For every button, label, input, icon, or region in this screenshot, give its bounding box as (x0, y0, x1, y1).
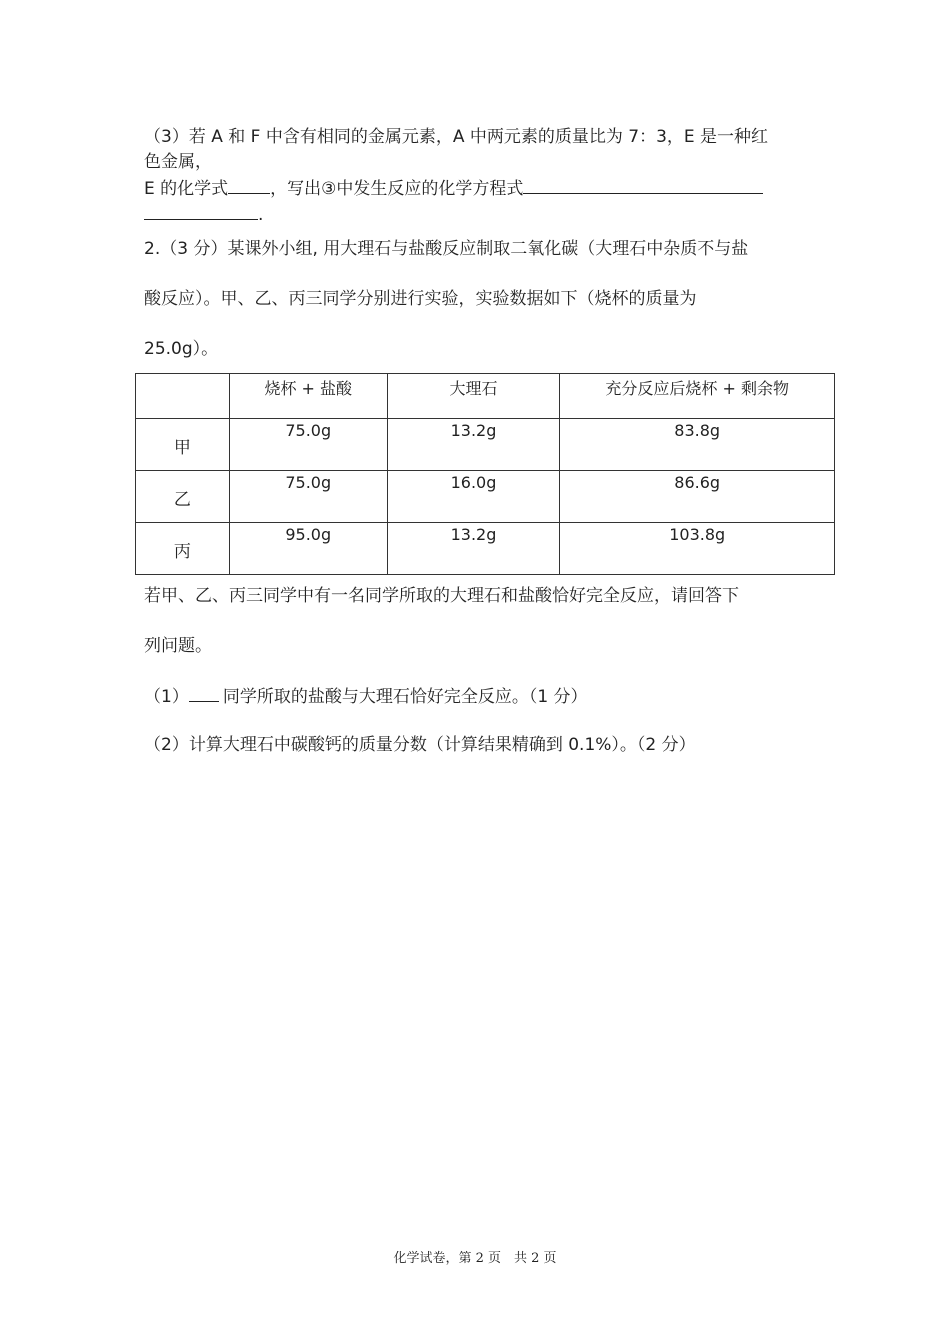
after-line-2: 列问题。 (144, 636, 212, 656)
student-name: 丙 (136, 523, 230, 575)
table-cell: 16.0g (387, 471, 560, 523)
header-after-reaction: 充分反应后烧杯 + 剩余物 (560, 374, 835, 419)
equation-blank[interactable] (523, 176, 763, 194)
student-name: 乙 (136, 471, 230, 523)
student-name: 甲 (136, 419, 230, 471)
table-cell: 103.8g (560, 523, 835, 575)
page-footer: 化学试卷，第 2 页 共 2 页 (393, 1251, 557, 1266)
q3-line-3 (144, 176, 763, 200)
q3-formula-label: E 的化学式 (144, 179, 229, 199)
table-row (136, 419, 835, 471)
table-cell: 75.0g (229, 419, 387, 471)
problem2-line-2: 酸反应）。甲、乙、丙三同学分别进行实验，实验数据如下（烧杯的质量为 (144, 289, 697, 309)
sub-question-2: （2）计算大理石中碳酸钙的质量分数（计算结果精确到 0.1%）。（2 分） (144, 735, 696, 755)
after-line-1: 若甲、乙、丙三同学中有一名同学所取的大理石和盐酸恰好完全反应，请回答下 (144, 586, 739, 606)
q3-line-2: 色金属， (144, 152, 212, 172)
formula-blank[interactable] (228, 176, 270, 194)
header-cell-empty (136, 374, 230, 419)
problem2-line-1: 2.（3 分）某课外小组, 用大理石与盐酸反应制取二氧化碳（大理石中杂质不与盐 (144, 239, 749, 259)
problem2-line-3: 25.0g）。 (144, 339, 219, 359)
equation-blank-continued[interactable] (144, 202, 258, 220)
data-table (135, 373, 835, 575)
q3-line-1: （3）若 A 和 F 中含有相同的金属元素，A 中两元素的质量比为 7：3，E 是一种红 (144, 127, 769, 147)
header-beaker-acid: 烧杯 + 盐酸 (229, 374, 387, 419)
table-cell: 75.0g (229, 471, 387, 523)
student-blank[interactable] (189, 684, 219, 702)
q3-equation-label: ，写出③中发生反应的化学方程式 (270, 179, 524, 199)
table-cell: 86.6g (560, 471, 835, 523)
sub-question-1 (144, 684, 588, 708)
table-row (136, 523, 835, 575)
table-cell: 13.2g (387, 419, 560, 471)
q3-period: . (258, 205, 264, 225)
table-cell: 95.0g (229, 523, 387, 575)
sub-question-1-text: 同学所取的盐酸与大理石恰好完全反应。（1 分） (222, 687, 588, 707)
sub-question-1-number: （1） (144, 687, 189, 707)
header-marble: 大理石 (387, 374, 560, 419)
table-header-row (136, 374, 835, 419)
table-cell: 83.8g (560, 419, 835, 471)
table-cell: 13.2g (387, 523, 560, 575)
table-row (136, 471, 835, 523)
q3-line-4 (144, 202, 263, 226)
